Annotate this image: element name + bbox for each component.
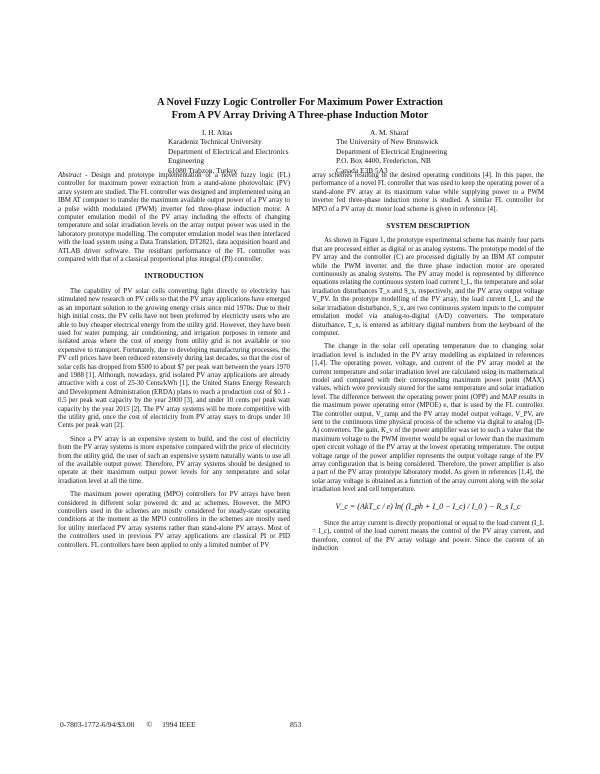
page-number: 853 <box>290 720 302 729</box>
author-block-1 <box>168 128 289 175</box>
author-affiliation-line: The University of New Brunswick <box>336 137 439 147</box>
author-affiliation-line: Karadeniz Technical University <box>168 137 262 147</box>
footer-code: 0-7803-1772-6/94/$3.00 <box>60 720 135 729</box>
section-heading-system-description: SYSTEM DESCRIPTION <box>386 221 470 231</box>
body-paragraph: Since a PV array is an expensive system to build, and the cost of electricity from the PV array systems is more expensive compared with the price of electricity from the utility grid, the user of such an expensive system naturally wants to use all of the available output power. Therefore, PV array systems should be designed to operate at their maximum output power levels for any temperature and solar irradiation level at all the time. <box>58 435 290 485</box>
body-paragraph: Since the array current is directly proportional or equal to the load current (I_L = I_c), control of the load current means the control of the PV array current, and therefore, control of the PV array voltage and power. Since the current of an induction <box>312 520 544 553</box>
copyright-mark: © <box>146 720 153 729</box>
author-affiliation-line: 61080 Trabzon, Turkey <box>168 165 238 175</box>
body-paragraph: The change in the solar cell operating temperature due to changing solar irradiation level is included in the PV array modelling as explained in references [1,4]. The operating power, voltage, and current of the PV array model at the current temperature and solar irradiation level are calculated using its mathematical model and compared with their corresponding maximum power point (MAX) values, which were previously stored for the same temperature and solar irradiation level. The difference between the operating power point (OPP) and MAP results in the maximum power operating error (MPOE) e, that is used by the FL controller. The controller output, V_ramp and the PV array model output voltage, V_PV, are sent to the continuous time physical process of the scheme via digital to analog (D-A) converters. The gain, K_v of the power amplifier was set to such a value that the maximum voltage to the PWM inverter would be equal or lower than the maximum open circuit voltage of the PV array at the lowest operating temperature. The output voltage range of the power amplifier represents the output voltage range of the PV array configuration that is being considered. Therefore, the power amplifier is also a part of the PV array prototype laboratory model. As given in references [1,4], the solar array voltage is obtained as a function of the array current along with the solar irradiation level and cell temperature. <box>312 343 544 494</box>
paper-title <box>60 96 540 122</box>
author-affiliation-line: Department of Electrical Engineering <box>336 146 448 156</box>
author-affiliation-line: Engineering <box>168 156 205 166</box>
author-affiliation-line: Department of Electrical and Electronics <box>168 146 289 156</box>
body-paragraph: As shown in Figure 1, the prototype experimental scheme has mainly four parts that are processed either as digital or as analog systems. The prototype model of the PV array and the controller (C) are processed digitally by an IBM AT computer while the PWM inverter and the three phase induction motor are operated continuously as analog systems. The PV array model is represented by difference equations relating the continuous system load current I_L, the temperature and solar irradiation disturbances T_x and S_x, respectively, and the PV array output voltage V_PV. In the prototype modelling of the PV array, the load current I_L, and the solar irradiation disturbance, S_x, are two continuous system inputs to the computer emulation model via analog-to-digital (A/D) converters. The temperature disturbance, T_x, is entered as arbitrary digital numbers from the keyboard of the computer. <box>312 237 544 337</box>
author-affiliation-line: Canada E3B 5A3 <box>336 165 388 175</box>
title-line-2: From A PV Array Driving A Three-phase Induction Motor <box>171 110 429 121</box>
body-paragraph: The capability of PV solar cells converting light directly to electricity has stimulated new research on PV cells so that the PV array applications have emerged as an important solution to the growing energy crisis since mid 1970s. Due to their high initial costs, the PV cells have not been preferred by electricity users who are able to buy cheaper electrical energy from the utility grid. However, they have been used for water pumping, air conditioning, and irrigation purposes in remote and isolated areas where the cost of energy from utility grid is not available or too expensive to transport. Fortunately, due to developing manufacturing processes, the PV cell prices have been reduced extensively during last decades, so that the cost of solar cells has dropped from $500 to about $7 per peak watt between the years 1970 and 1988 [1]. Although, nowadays, grid isolated PV array applications are already attractive with a cost of 25-30 Cents/kWh [1], the United States Energy Research and Development Administration (ERDA) plans to reach a production cost of $0.1 - 0.5 per peak watt capacity by the year 2000 [3], and under 10 cents per peak watt capacity by the year 2015 [2]. The PV array systems will be more competitive with the utility grid, once the cost of electricity from PV array stays to drops under 10 Cents per peak watt [2]. <box>58 287 290 430</box>
body-paragraph-continued: array schemes resulting in the desired operating conditions [4]. In this paper, the performance of a novel FL controller that was used to keep the operating power of a stand-alone PV array at its maximum value while supplying power to a PWM inverter fed three-phase induction motor is studied. A similar FL controller for MPO of a PV array dc motor load scheme is given in reference [4]. <box>312 172 544 213</box>
author-block-2 <box>336 128 447 175</box>
section-heading-introduction: INTRODUCTION <box>144 271 204 281</box>
author-name: I. H. Altas <box>202 128 233 137</box>
array-voltage-equation: V_c = (AkT_c / e) ln( (I_ph + I_0 − I_c) / I_0 ) − R_s I_c <box>335 501 521 511</box>
abstract-label: Abstract <box>58 172 82 179</box>
author-name: A. M. Sharaf <box>370 128 409 137</box>
title-line-1: A Novel Fuzzy Logic Controller For Maximum Power Extraction <box>157 97 443 108</box>
author-affiliation-line: P.O. Box 4400, Fredericton, NB <box>336 156 431 166</box>
left-column <box>58 172 290 555</box>
right-column <box>312 172 544 559</box>
body-paragraph: The maximum power operating (MPO) controllers for PV arrays have been considered in different solar powered dc and ac schemes. However, the MPO controllers used in the schemes are mostly considered for steady-state operating conditions at the moment as the MPO controllers in the schemes are mostly used for utility interfaced PV array systems rather than stand-alone PV arrays. Most of the controllers used in previous PV array applications are classical PI or PID controllers. FL controllers have been applied to only a limited number of PV <box>58 491 290 549</box>
footer-year-org: 1994 IEEE <box>162 720 196 729</box>
abstract <box>58 172 290 264</box>
footer-copyright <box>60 720 196 729</box>
abstract-text: - Design and prototype implementation of a novel fuzzy logic (FL) controller for maximum power extraction from a stand-alone photovoltaic (PV) array system are studied. The FL controller was designed and implemented using an IBM AT computer to transfer the maximum available output power of a PV array to a pulse width modulated (PWM) inverter fed three-phase induction motor. A computer emulation model of the PV array including the effects of changing temperature and solar irradiation levels on the array output power was used in the laboratory prototype modelling. The computer emulation model was then interfaced with the load system using a Data Translation, DT2821, data acquisition board and ATLAB driver software. The resultant performance of the FL controller was compared with that of a classical proportional plus integral (PI) controller. <box>58 172 290 264</box>
